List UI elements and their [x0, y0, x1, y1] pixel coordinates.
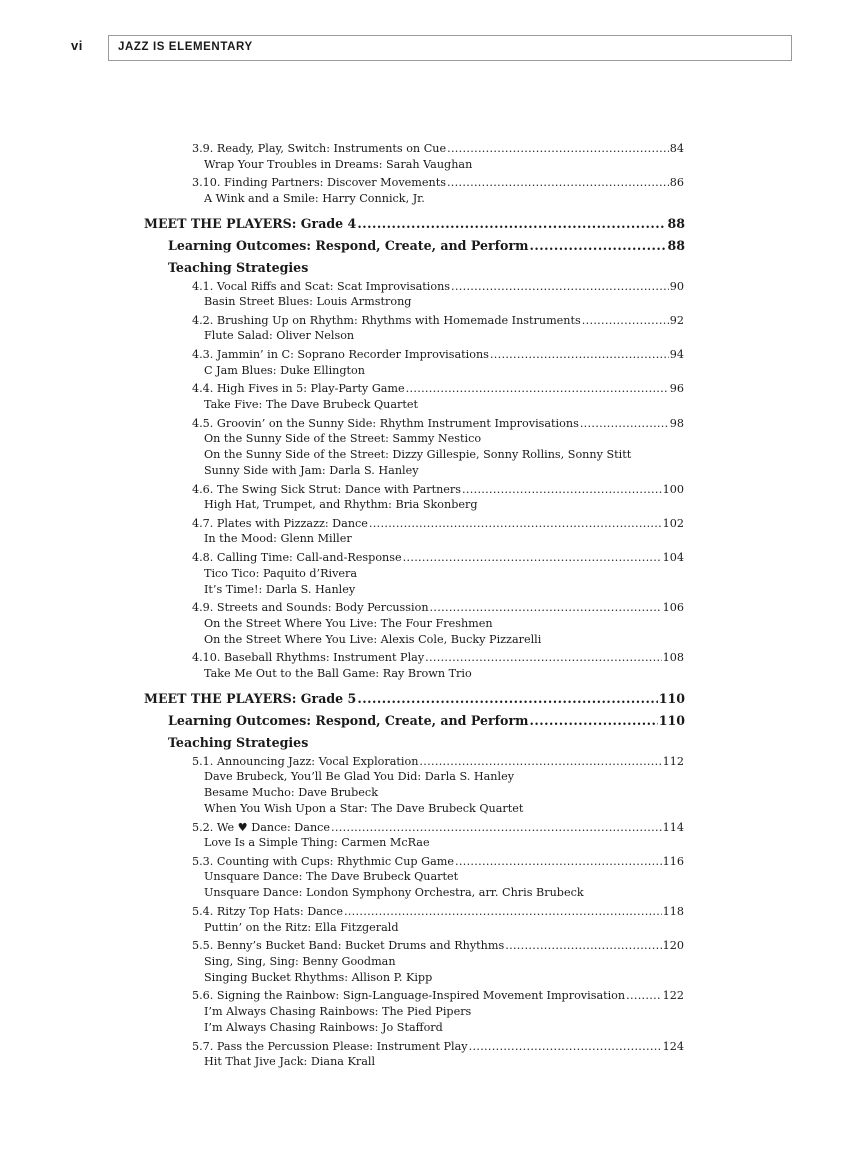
entry-title: 4.7. Plates with Pizzazz: Dance — [192, 516, 368, 530]
toc-outcome-entry — [168, 235, 685, 257]
entry-page-number: 120 — [662, 939, 684, 953]
dot-leader — [447, 141, 669, 157]
song-listing: On the Street Where You Live: The Four Freshmen — [204, 616, 493, 630]
entry-page-number: 110 — [658, 690, 685, 706]
dot-leader — [430, 600, 662, 616]
dot-leader — [505, 938, 661, 954]
table-of-contents — [0, 141, 864, 1073]
section-heading: Teaching Strategies — [168, 259, 309, 275]
entry-title: 5.5. Benny’s Bucket Band: Bucket Drums and Rhythms — [192, 939, 505, 953]
song-listing: It’s Time!: Darla S. Hanley — [204, 582, 356, 596]
entry-title: 4.1. Vocal Riffs and Scat: Scat Improvisations — [192, 279, 451, 293]
entry-title: 4.10. Baseball Rhythms: Instrument Play — [192, 651, 425, 665]
entry-title: 3.10. Finding Partners: Discover Movements — [192, 176, 446, 190]
toc-strategy-entry — [192, 416, 684, 432]
dot-leader — [357, 688, 657, 710]
entry-title: 4.6. The Swing Sick Strut: Dance with Partners — [192, 482, 462, 496]
toc-strategy-entry — [192, 381, 684, 397]
song-listing: Wrap Your Troubles in Dreams: Sarah Vaughan — [204, 157, 473, 171]
entry-page-number: 84 — [669, 142, 684, 155]
toc-strategy-entry — [192, 650, 684, 666]
song-listing: Take Five: The Dave Brubeck Quartet — [204, 397, 418, 411]
song-listing: Flute Salad: Oliver Nelson — [204, 329, 355, 343]
toc-strategy-entry — [192, 854, 684, 870]
page-number: vi — [71, 38, 83, 53]
song-listing: I’m Always Chasing Rainbows: The Pied Pipers — [204, 1004, 472, 1018]
dot-leader — [490, 347, 669, 363]
entry-title: 5.1. Announcing Jazz: Vocal Exploration — [192, 754, 419, 768]
toc-strategy-entry — [192, 550, 684, 566]
song-listing: Love Is a Simple Thing: Carmen McRae — [204, 836, 430, 850]
entry-page-number: 108 — [662, 651, 684, 665]
song-listing: Basin Street Blues: Louis Armstrong — [204, 295, 412, 309]
toc-strategy-entry — [192, 938, 684, 954]
entry-title: Learning Outcomes: Respond, Create, and Perform — [168, 237, 529, 253]
entry-title: 4.4. High Fives in 5: Play-Party Game — [192, 382, 405, 396]
song-listing: High Hat, Trumpet, and Rhythm: Bria Skonberg — [204, 498, 478, 512]
entry-page-number: 88 — [667, 215, 685, 231]
dot-leader — [331, 820, 662, 836]
song-listing: C Jam Blues: Duke Ellington — [204, 363, 365, 377]
dot-leader — [419, 754, 661, 770]
dot-leader — [425, 650, 662, 666]
entry-page-number: 102 — [662, 516, 684, 530]
entry-page-number: 88 — [667, 237, 685, 253]
entry-title: 5.6. Signing the Rainbow: Sign-Language-Inspired Movement Improvisation — [192, 989, 626, 1003]
entry-page-number: 86 — [669, 176, 684, 190]
dot-leader — [529, 235, 666, 257]
entry-title: 4.3. Jammin’ in C: Soprano Recorder Improvisations — [192, 348, 489, 362]
entry-page-number: 100 — [662, 482, 684, 496]
entry-page-number: 124 — [662, 1039, 684, 1053]
entry-title: 4.5. Groovin’ on the Sunny Side: Rhythm Instrument Improvisations — [192, 416, 579, 430]
entry-title: 5.4. Ritzy Top Hats: Dance — [192, 905, 343, 919]
toc-strategy-entry — [192, 820, 684, 836]
song-listing: I’m Always Chasing Rainbows: Jo Stafford — [204, 1020, 443, 1034]
dot-leader — [626, 988, 662, 1004]
entry-page-number: 96 — [669, 382, 684, 396]
running-header — [108, 35, 792, 61]
toc-strategy-entry — [192, 347, 684, 363]
entry-page-number: 94 — [669, 348, 684, 362]
song-listing: On the Street Where You Live: Alexis Cole, Bucky Pizzarelli — [204, 632, 542, 646]
entry-title: 5.3. Counting with Cups: Rhythmic Cup Game — [192, 854, 454, 868]
song-listing: On the Sunny Side of the Street: Sammy Nestico — [204, 432, 482, 446]
toc-strategy-entry — [192, 313, 684, 329]
entry-page-number: 110 — [658, 712, 685, 728]
toc-strategy-entry — [192, 482, 684, 498]
entry-page-number: 112 — [662, 754, 684, 768]
dot-leader — [403, 550, 662, 566]
song-listing: Hit That Jive Jack: Diana Krall — [204, 1055, 376, 1069]
dot-leader — [406, 381, 669, 397]
toc-grade-entry — [144, 688, 685, 710]
entry-page-number: 90 — [669, 279, 684, 293]
entry-title: 4.2. Brushing Up on Rhythm: Rhythms with Homemade Instruments — [192, 313, 581, 327]
dot-leader — [469, 1039, 662, 1055]
song-listing: On the Sunny Side of the Street: Dizzy Gillespie, Sonny Rollins, Sonny Stitt — [204, 448, 632, 462]
toc-strategy-entry — [192, 175, 684, 191]
entry-page-number: 98 — [669, 416, 684, 430]
toc-strategy-entry — [192, 754, 684, 770]
entry-page-number: 116 — [662, 854, 684, 868]
entry-page-number: 106 — [662, 601, 684, 615]
toc-strategy-entry — [192, 279, 684, 295]
dot-leader — [447, 175, 669, 191]
song-listing: Dave Brubeck, You’ll Be Glad You Did: Darla S. Hanley — [204, 770, 515, 784]
entry-page-number: 92 — [669, 313, 684, 327]
song-listing: Take Me Out to the Ball Game: Ray Brown Trio — [204, 666, 472, 680]
entry-title: 5.7. Pass the Percussion Please: Instrument Play — [192, 1039, 468, 1053]
entry-page-number: 122 — [662, 989, 684, 1003]
entry-title: 5.2. We ♥ Dance: Dance — [192, 820, 331, 834]
song-listing: Sunny Side with Jam: Darla S. Hanley — [204, 463, 419, 477]
toc-strategy-entry — [192, 904, 684, 920]
entry-title: MEET THE PLAYERS: Grade 5 — [144, 690, 357, 706]
entry-title: 4.9. Streets and Sounds: Body Percussion — [192, 601, 429, 615]
section-heading: Teaching Strategies — [168, 734, 309, 750]
toc-strategy-entry — [192, 988, 684, 1004]
entry-title: 4.8. Calling Time: Call-and-Response — [192, 551, 402, 565]
song-listing: Puttin’ on the Ritz: Ella Fitzgerald — [204, 920, 399, 934]
dot-leader — [369, 516, 662, 532]
song-listing: A Wink and a Smile: Harry Connick, Jr. — [204, 191, 425, 205]
song-listing: Unsquare Dance: The Dave Brubeck Quartet — [204, 870, 459, 884]
song-listing: In the Mood: Glenn Miller — [204, 532, 352, 546]
entry-title: 3.9. Ready, Play, Switch: Instruments on Cue — [192, 142, 447, 155]
dot-leader — [462, 482, 662, 498]
entry-page-number: 114 — [662, 820, 684, 834]
toc-outcome-entry — [168, 710, 685, 732]
song-listing: Unsquare Dance: London Symphony Orchestra, arr. Chris Brubeck — [204, 886, 584, 900]
dot-leader — [455, 854, 662, 870]
entry-title: Learning Outcomes: Respond, Create, and Perform — [168, 712, 529, 728]
entry-page-number: 104 — [662, 551, 684, 565]
dot-leader — [582, 313, 669, 329]
dot-leader — [357, 213, 666, 235]
toc-grade-entry — [144, 213, 685, 235]
song-listing: Tico Tico: Paquito d’Rivera — [204, 566, 358, 580]
song-listing: Sing, Sing, Sing: Benny Goodman — [204, 954, 396, 968]
entry-page-number: 118 — [662, 905, 684, 919]
toc-strategy-entry — [192, 1039, 684, 1055]
entry-title: MEET THE PLAYERS: Grade 4 — [144, 215, 357, 231]
toc-strategy-entry — [192, 516, 684, 532]
toc-strategy-entry — [192, 600, 684, 616]
dot-leader — [580, 416, 669, 432]
book-title: JAZZ IS ELEMENTARY — [118, 41, 253, 53]
toc-strategy-entry — [192, 141, 684, 157]
song-listing: Besame Mucho: Dave Brubeck — [204, 786, 378, 800]
song-listing: When You Wish Upon a Star: The Dave Brubeck Quartet — [204, 801, 524, 815]
dot-leader — [529, 710, 657, 732]
dot-leader — [344, 904, 662, 920]
dot-leader — [451, 279, 669, 295]
song-listing: Singing Bucket Rhythms: Allison P. Kipp — [204, 970, 433, 984]
